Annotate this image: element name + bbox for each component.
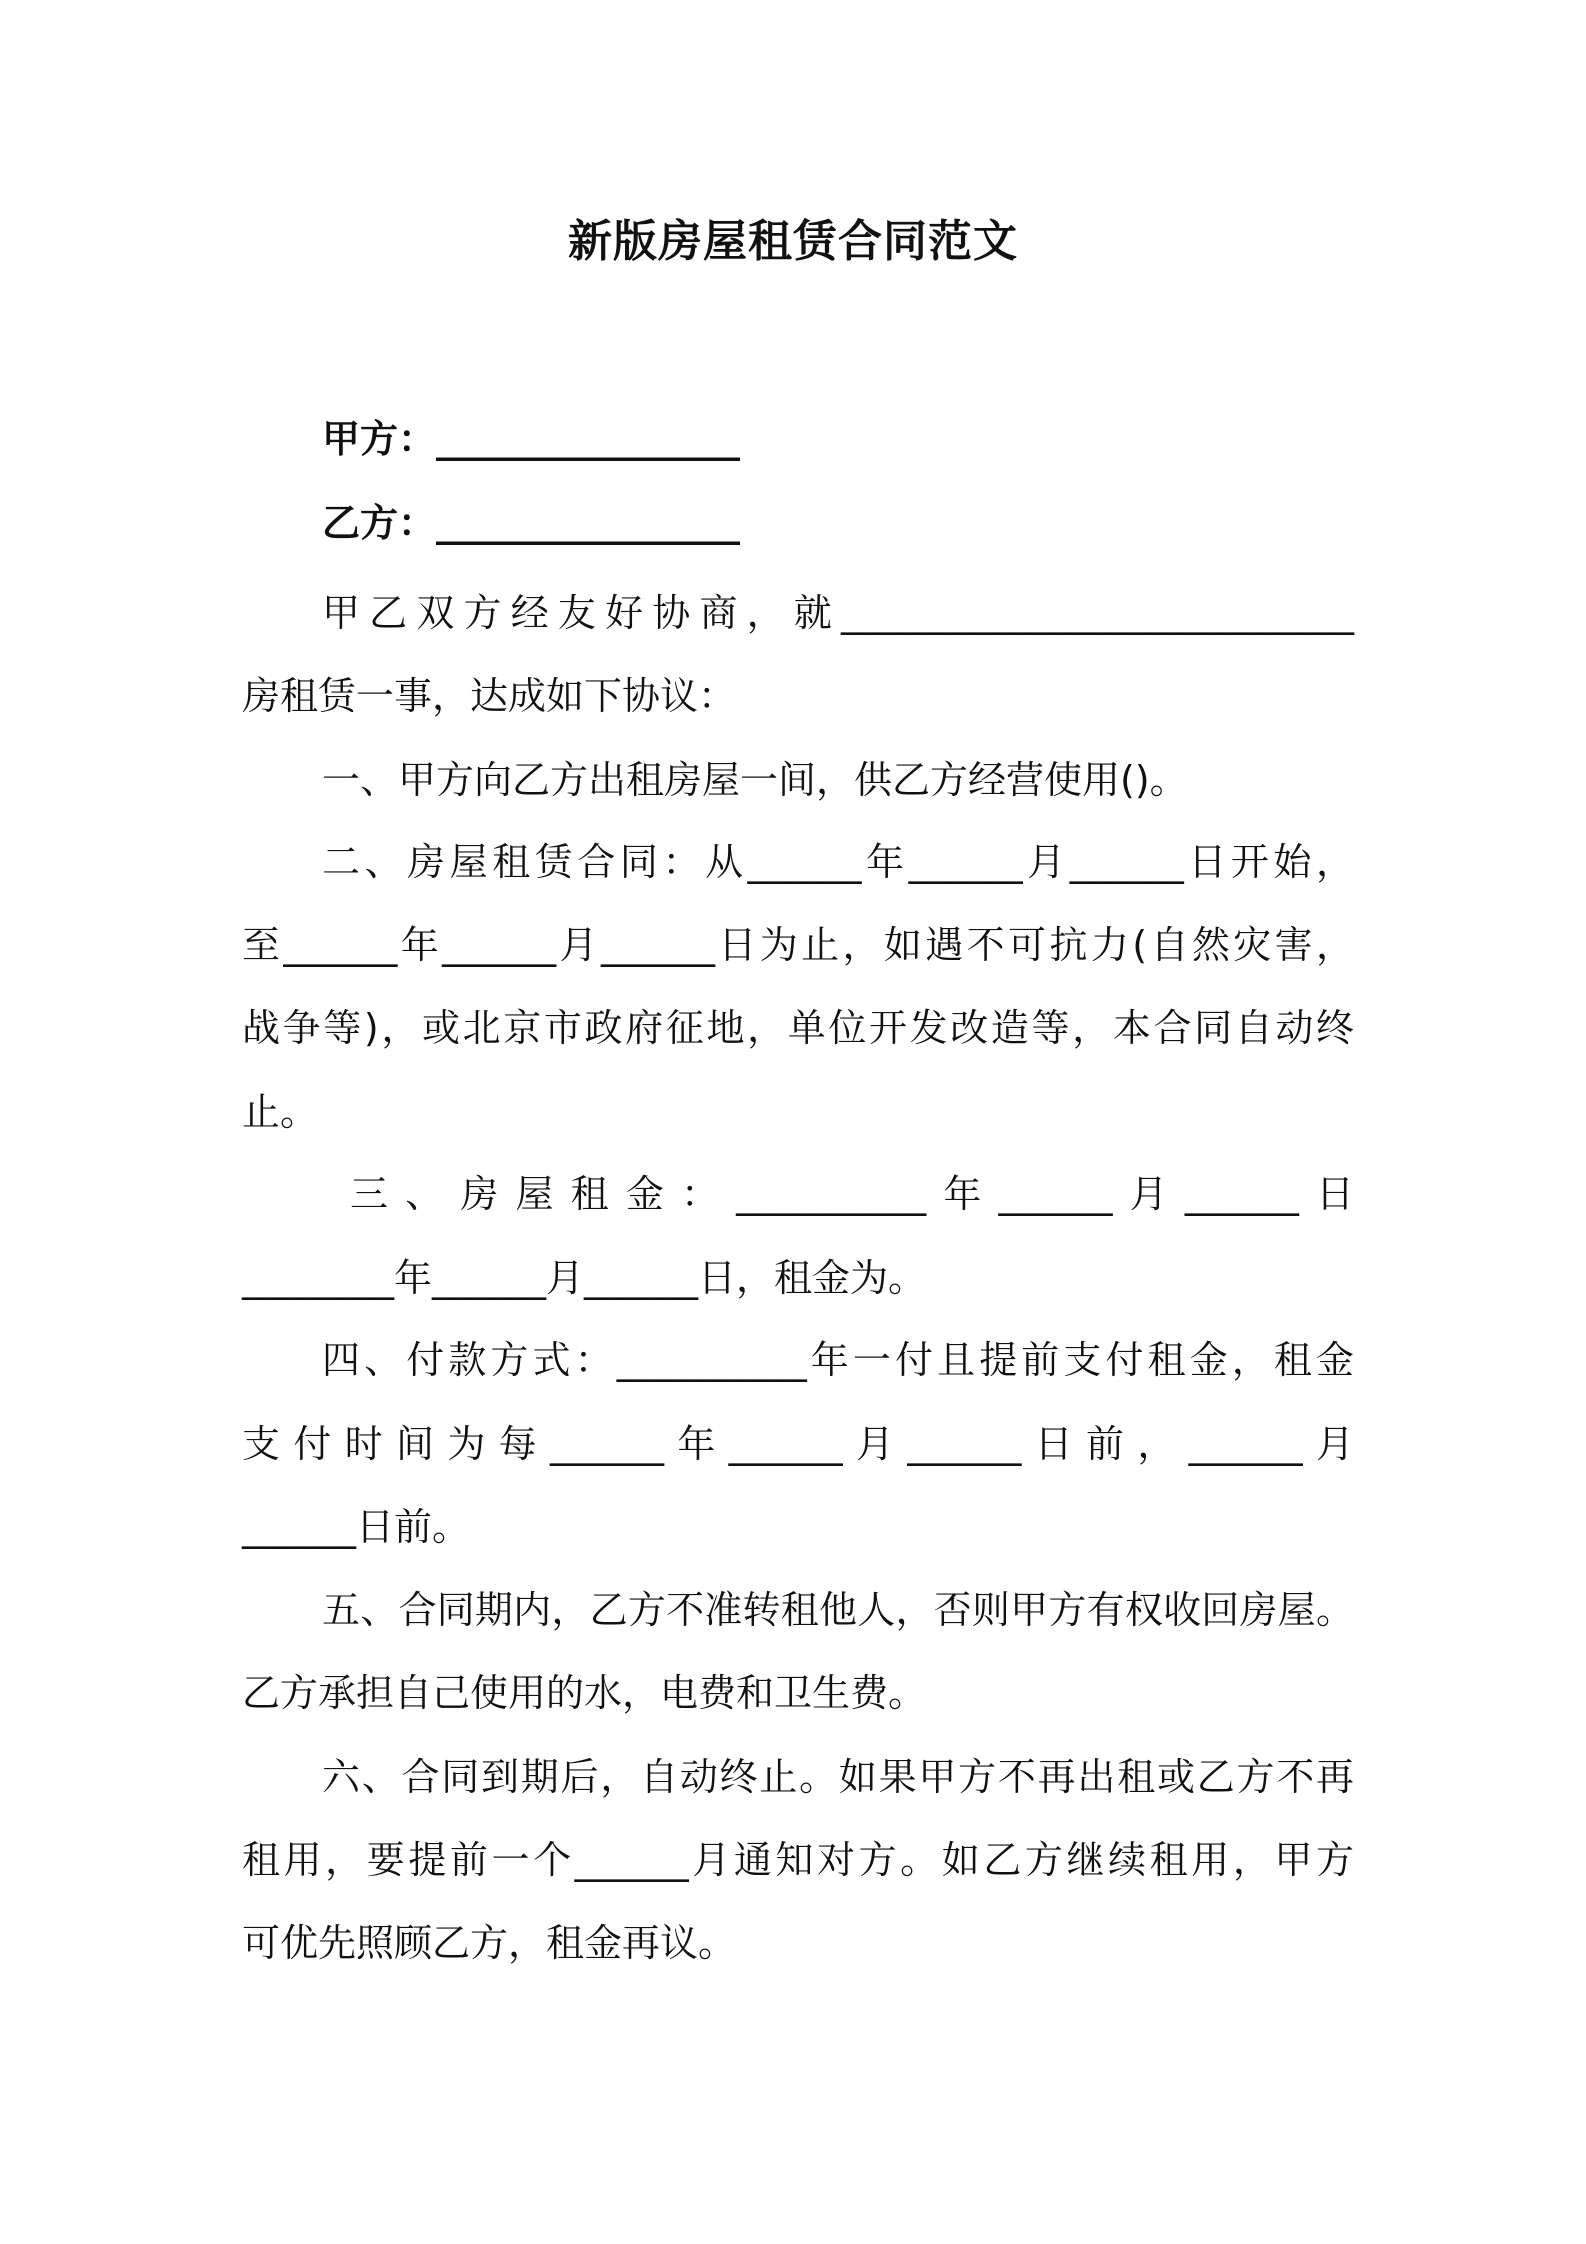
clause-4-line-3: ______日前。 bbox=[242, 1505, 471, 1549]
clause-1: 一、甲方向乙方出租房屋一间，供乙方经营使用()。 bbox=[322, 758, 1188, 802]
clause-2-line-3: 战争等)，或北京市政府征地，单位开发改造等，本合同自动终 bbox=[242, 1006, 1354, 1050]
clause-5-line-1: 五、合同期内，乙方不准转租他人，否则甲方有权收回房屋。 bbox=[322, 1588, 1354, 1632]
clause-5-line-2: 乙方承担自己使用的水，电费和卫生费。 bbox=[242, 1671, 927, 1715]
intro-line-1: 甲乙双方经友好协商，就___________________________ bbox=[322, 591, 1354, 635]
clause-2-line-2: 至______年______月______日为止，如遇不可抗力(自然灾害， bbox=[242, 923, 1354, 967]
clause-4-line-1: 四、付款方式：__________年一付且提前支付租金，租金 bbox=[322, 1338, 1354, 1382]
clause-3-line-2: ________年______月______日，租金为。 bbox=[242, 1256, 927, 1300]
clause-4-line-2: 支付时间为每______年______月______日前，______月 bbox=[242, 1422, 1354, 1466]
intro-line-2: 房租赁一事，达成如下协议： bbox=[242, 674, 737, 718]
document-title: 新版房屋租赁合同范文 bbox=[568, 216, 1018, 267]
clause-6-line-2: 租用，要提前一个______月通知对方。如乙方继续租用，甲方 bbox=[242, 1838, 1354, 1882]
clause-2-line-4: 止。 bbox=[242, 1090, 319, 1134]
party-b-line: 乙方：________________ bbox=[322, 501, 741, 545]
party-a-line: 甲方：________________ bbox=[322, 417, 741, 461]
clause-2-line-1: 二、房屋租赁合同：从______年______月______日开始， bbox=[322, 840, 1354, 884]
clause-6-line-3: 可优先照顾乙方，租金再议。 bbox=[242, 1921, 737, 1965]
clause-3-line-1: 三、房屋租金：__________年______月______日 bbox=[350, 1172, 1354, 1216]
clause-6-line-1: 六、合同到期后，自动终止。如果甲方不再出租或乙方不再 bbox=[322, 1755, 1354, 1799]
